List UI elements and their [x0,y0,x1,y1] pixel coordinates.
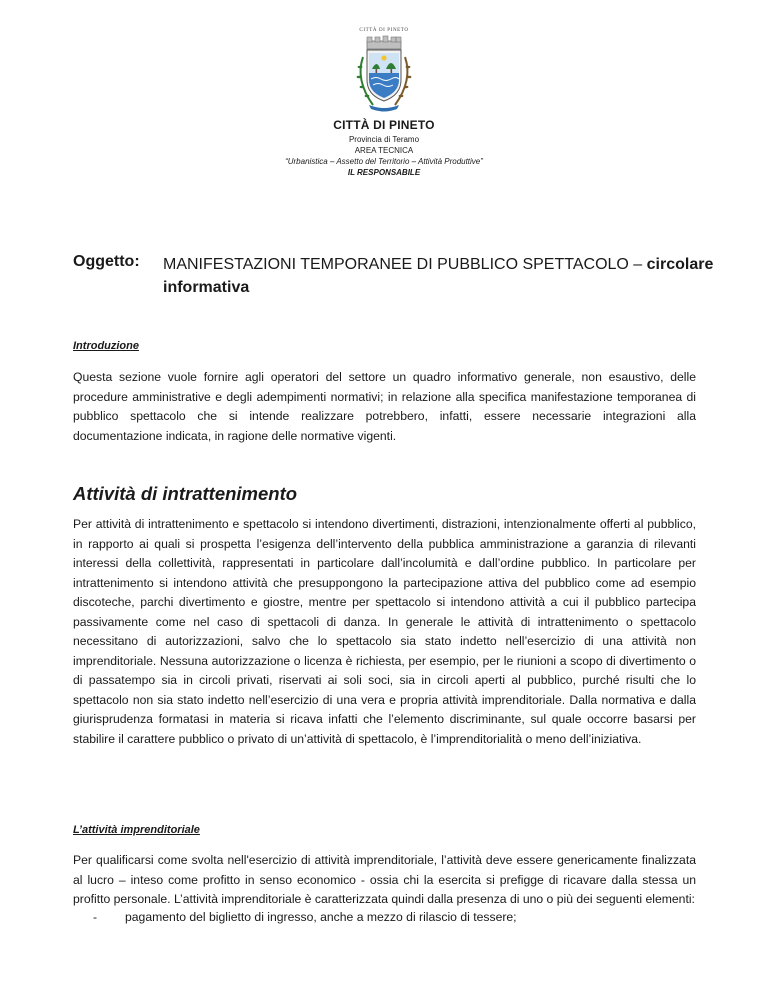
subject-text-main: MANIFESTAZIONI TEMPORANEE DI PUBBLICO SPETTACOLO – [163,256,647,273]
intro-paragraph-block [73,368,696,446]
bullet-dash: - [93,910,98,924]
crest-block [0,28,768,115]
intro-heading-block [73,340,696,352]
entertainment-heading: Attività di intrattenimento [73,483,298,504]
intro-paragraph: Questa sezione vuole fornire agli operatori del settore un quadro informativo generale, non esaustivo, delle procedure amministrative e degli adempimenti normativi; in relazione alla specifica manifestazione temporanea di pubblico spettacolo che si intende realizzare potrebbero, infatti, essere necessarie integrazioni alla documentazione indicata, in ragione delle normative vigenti. [73,370,696,443]
province-line: Provincia di Teramo [348,135,420,144]
city-name: CITTÀ DI PINETO [333,118,435,132]
letterhead [0,118,768,178]
subject-label: Oggetto: [73,253,140,270]
intro-heading: Introduzione [73,340,139,352]
entertainment-paragraph: Per attività di intrattenimento e spettacolo si intendono divertimenti, distrazioni, intenzionalmente offerti al pubblico, in rapporto ai quali si prospetta l’esigenza dell’intervento della pubblica amministrazione a garanzia di rilevanti interessi della collettività, rappresentati in particolare dall’incolumità e dall’ordine pubblico. In particolare per intrattenimento si intendono attività che presuppongono la partecipazione attiva del pubblico come ad esempio discoteche, parchi divertimento e giostre, mentre per spettacolo si intendono attività a cui il pubblico partecipa passivamente come nel caso di spettacoli di danza. In generale le attività di intrattenimento o spettacolo necessitano di autorizzazioni, salvo che lo spettacolo sia stato indetto nell’esercizio di una attività non imprenditoriale. Nessuna autorizzazione o licenza è richiesta, per esempio, per le riunioni a scopo di divertimento o di passatempo sia in circoli privati, riservati ai soli soci, sia in circoli aperti al pubblico, purché risulti che lo spettacolo non sia stato indetto nell’esercizio di una vera e propria attività imprenditoriale. Dalla normativa e dalla giurisprudenza formatasi in materia si ricava infatti che l’elemento discriminante, sul quale occorre basarsi per stabilire il carattere pubblico o privato di un’attività di spettacolo, è l’imprenditorialità o meno dell’iniziativa. [73,517,696,746]
subject-text-bold: circolare informativa [163,256,714,296]
entertainment-heading-block [73,483,696,505]
entertainment-paragraph-block [73,515,696,749]
business-paragraph-block [73,851,696,910]
city-crest-icon [343,35,425,115]
business-heading: L’attività imprenditoriale [73,824,200,836]
department-line: “Urbanistica – Assetto del Territorio – Attività Produttive” [285,157,483,166]
business-heading-block [73,824,696,836]
area-line: AREA TECNICA [354,146,414,155]
subject-text [163,253,723,299]
business-paragraph: Per qualificarsi come svolta nell'esercizio di attività imprenditoriale, l’attività deve essere genericamente finalizzata al lucro – inteso come profitto in senso economico - ossia chi la esercita si prefigge di ricavare dalla stessa un profitto personale. L’attività imprenditoriale è caratterizzata quindi dalla presenza di uno o più dei seguenti elementi: [73,853,696,906]
crest-caption: CITTÀ DI PINETO [359,28,409,33]
bullet-text: pagamento del biglietto di ingresso, anche a mezzo di rilascio di tessere; [125,910,517,924]
role-line: IL RESPONSABILE [347,168,421,177]
